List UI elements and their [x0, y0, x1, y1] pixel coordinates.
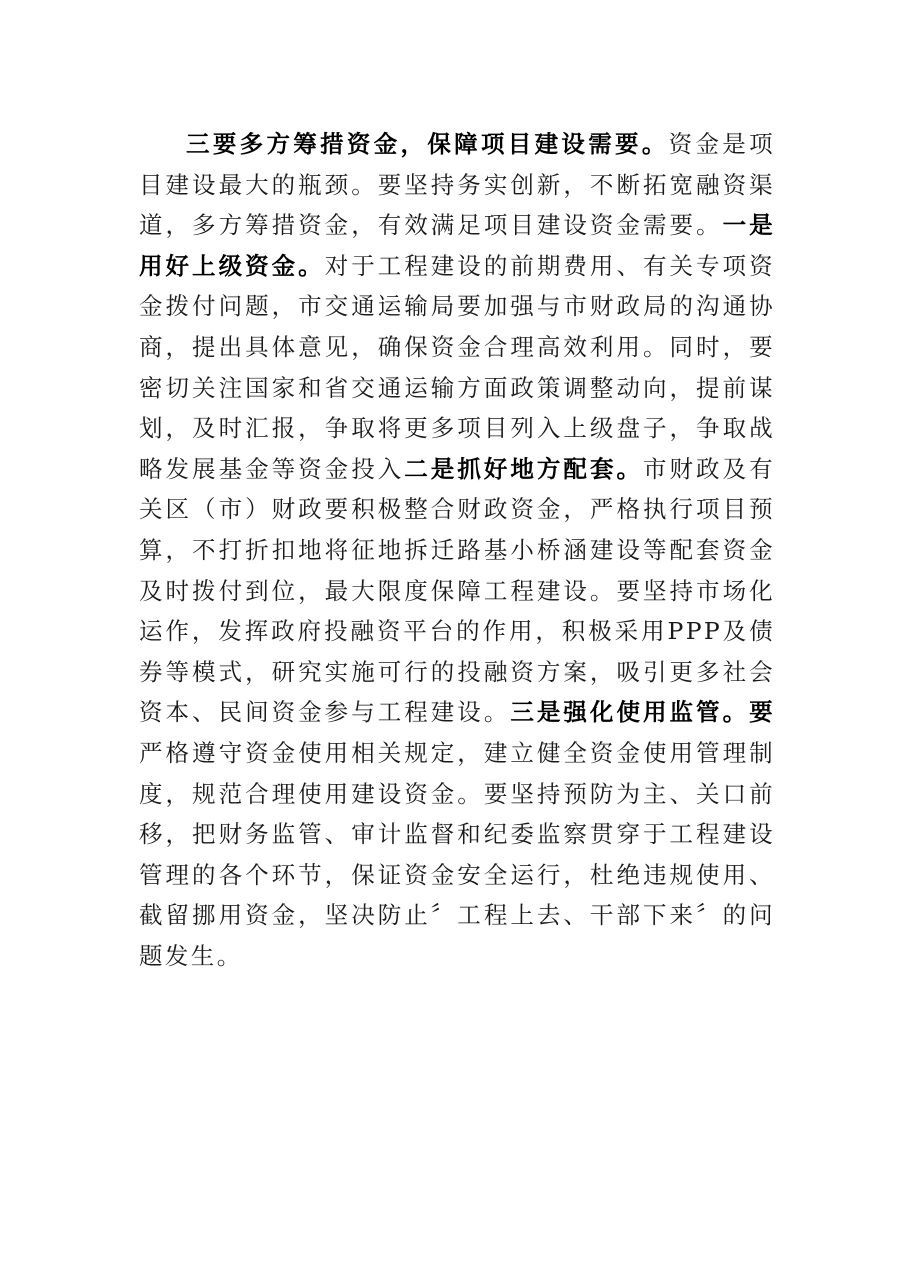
- point-two-text: 市财政及有关区（市）财政要积极整合财政资金，严格执行项目预算，不打折扣地将征地拆迁路基小桥涵建设等配套资金及时拨付到位，最大限度保障工程建设。要坚持市场化运作，发挥政府投融资平台的作用，积极采用PPP及债券等模式，研究实施可行的投融资方案，吸引更多社会资本、民间资金参与工程建设。: [139, 454, 776, 727]
- point-two-title: 二是抓好地方配套。: [404, 454, 643, 483]
- body-paragraph: [139, 124, 775, 976]
- section-heading: 三要多方筹措资金，保障项目建设需要。: [186, 130, 669, 158]
- intro-text: 资金是项目建设最大的瓶颈。要坚持务实创新，不断拓宽融资渠道，多方筹措资金，有效满足项目建设资金需要。: [139, 130, 775, 240]
- point-one-title: 一是用好上级资金。: [139, 211, 775, 280]
- point-one-text: 对于工程建设的前期费用、有关专项资金拨付问题，市交通运输局要加强与市财政局的沟通协商，提出具体意见，确保资金合理高效利用。同时，要密切关注国家和省交通运输方面政策调整动向，提前谋划，及时汇报，争取将更多项目列入上级盘子，争取战略发展基金等资金投入: [139, 251, 775, 483]
- point-three-text: 严格遵守资金使用相关规定，建立健全资金使用管理制度，规范合理使用建设资金。要坚持预防为主、关口前移，把财务监管、审计监督和纪委监察贯穿于工程建设管理的各个环节，保证资金安全运行，杜绝违规使用、截留挪用资金，坚决防止〞工程上去、干部下来〞的问题发生。: [139, 738, 775, 970]
- point-three-title: 三是强化使用监管。要: [510, 698, 775, 727]
